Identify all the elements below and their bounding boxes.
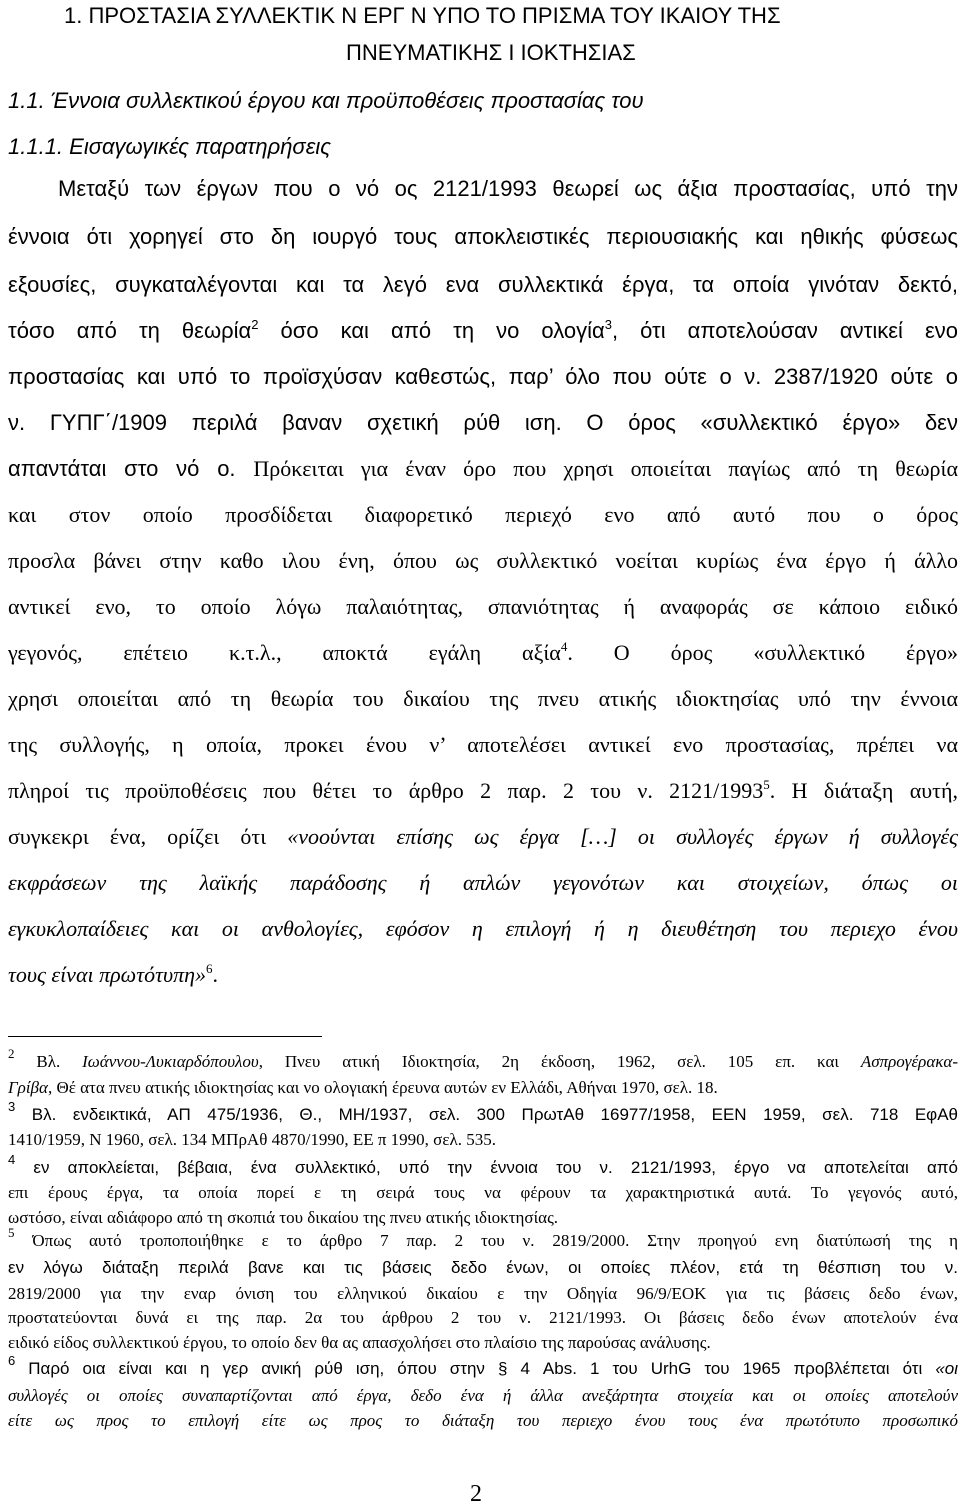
footnote-line: 1410/1959, Ν 1960, σελ. 134 ΜΠρΑθ 4870/1990, ΕΕ π 1990, σελ. 535. (8, 1130, 496, 1149)
body-line: Μεταξύ των έργων που ο νό ος 2121/1993 θεωρεί ως άξια προστασίας, υπό την (58, 176, 958, 201)
footnote-line: $^3$ Βλ. ενδεικτικά, ΑΠ 475/1936, Θ., ΜΗ/1937, σελ. 300 ΠρωτΑθ 16977/1958, ΕΕΝ 1959, σελ. 718 ΕφΑθ (8, 1099, 958, 1124)
chapter-heading-line-1: 1. ΠΡΟΣΤΑΣΙΑ ΣΥΛΛΕΚΤΙΚ Ν ΕΡΓ Ν ΥΠΟ ΤΟ ΠΡΙΣΜΑ ΤΟΥ ΙΚΑΙΟΥ ΤΗΣ (64, 3, 781, 28)
footnote-line: επι έρους έργα, τα οποία πορεί ε τη σειρά τους να φέρουν τα χαρακτηριστικά αυτά. Το γεγονός αυτό, (8, 1183, 958, 1202)
footnote-line: $^2$ Βλ. Ιωάννου-Λυκιαρδόπουλου, Πνευ ατική Ιδιοκτησία, 2η έκδοση, 1962, σελ. 105 επ. και Ασπρογέρακα- (8, 1046, 958, 1071)
footnote-line: $^5$ Όπως αυτό τροποποιήθηκε ε το άρθρο 7 παρ. 2 του ν. 2819/2000. Στην προηγού ενη διατύπωσή της η (8, 1225, 958, 1250)
footnote-number: 6 (8, 1353, 16, 1368)
footnote-line: προστατεύονται δυνά ει της παρ. 2α του άρθρου 2 του ν. 2121/1993. Οι βάσεις δεδο ένων αποτελούν ένα (8, 1308, 958, 1327)
footnote-line: ειδικό είδος συλλεκτικού έργου, το οποίο δεν θα ας απασχολήσει στο πλαίσιο της παρούσας ανάλυσης. (8, 1333, 711, 1352)
footnote-line: $^4$ εν αποκλείεται, βέβαια, ένα συλλεκτικό, υπό την έννοια του ν. 2121/1993, έργο να αποτελείται από (8, 1152, 958, 1177)
footnote-line: 2819/2000 για την εναρ όνιση του ελληνικού δικαίου ε την Οδηγία 96/9/ΕΟΚ για τις βάσεις δεδο ένων, (8, 1284, 958, 1303)
body-line: χρησι οποιείται από τη θεωρία του δικαίου της πνευ ατικής ιδιοκτησίας υπό την έννοια (8, 686, 958, 711)
body-line (8, 868, 958, 898)
body-line: συγκεκρι ένα, ορίζει ότι «νοούνται επίσης ως έργα […] οι συλλογές έργων ή συλλογές (8, 824, 958, 849)
footnote-ref[interactable]: 2 (251, 317, 259, 332)
quoted-text: εκφράσεων της λαϊκής παράδοσης ή απλών γεγονότων και στοιχείων, όπως οι (8, 870, 958, 895)
footnote-line: ωστόσο, είναι αδιάφορο από τη σκοπιά του δικαίου της πνευ ατικής ιδιοκτησίας. (8, 1208, 559, 1227)
footnote-ref[interactable]: 5 (763, 777, 770, 792)
footnote-line: είτε ως προς το επιλογή είτε ως προς το διάταξη του περιεχο ένου τους ένα πρωτότυπο προσωπικό (8, 1411, 958, 1430)
body-line: τόσο από τη θεωρία$^2$ όσο και από τη νο ολογία$^3$, ότι αποτελούσαν αντικεί ενο (8, 317, 958, 343)
body-line: ν. ΓΥΠΓ΄/1909 περιλά βαναν σχετική ρύθ ιση. Ο όρος «συλλεκτικό έργο» δεν (8, 410, 958, 435)
chapter-heading-line-2: ΠΝΕΥΜΑΤΙΚΗΣ Ι ΙΟΚΤΗΣΙΑΣ (346, 40, 636, 65)
footnote-line: εν λόγω διάταξη περιλά βανε και τις βάσεις δεδο ένων, οι οποίες πλέον, ετά τη θέσπιση του ν. (8, 1258, 958, 1277)
page-number: 2 (470, 1481, 482, 1507)
body-line (8, 914, 958, 944)
section-heading: 1.1. Έννοια συλλεκτικού έργου και προϋποθέσεις προστασίας του (8, 88, 644, 113)
footnote-number: 5 (8, 1225, 15, 1240)
quoted-text: «νοούνται επίσης ως έργα […] οι συλλογές έργων ή συλλογές (287, 824, 958, 849)
footnote-ref[interactable]: 3 (604, 317, 612, 332)
body-line: προσλα βάνει στην καθο ιλου ένη, όπου ως συλλεκτικό νοείται κυρίως ένα έργο ή άλλο (8, 548, 958, 573)
footnote-ref[interactable]: 6 (206, 961, 213, 976)
body-line: και στον οποίο προσδίδεται διαφορετικό περιεχό ενο από αυτό που ο όρος (8, 502, 958, 527)
footnote-ref[interactable]: 4 (560, 639, 568, 654)
body-line: τους είναι πρωτότυπη»$^6$. (8, 961, 218, 987)
body-line: προστασίας και υπό το προϊσχύσαν καθεστώς, παρ’ όλο που ούτε ο ν. 2387/1920 ούτε ο (8, 364, 958, 389)
quoted-text: εγκυκλοπαίδειες και οι ανθολογίες, εφόσον η επιλογή ή η διευθέτηση του περιεχο ένου (8, 916, 958, 941)
footnote-separator (8, 1036, 322, 1037)
footnote-line: Γρίβα, Θέ ατα πνευ ατικής ιδιοκτησίας και νο ολογιακή έρευνα αυτών εν Ελλάδι, Αθήναι 1970, σελ. 18. (8, 1078, 718, 1097)
body-line: απαντάται στο νό ο. Πρόκειται για έναν όρο που χρησι οποιείται παγίως από τη θεωρία (8, 456, 958, 481)
body-line: γεγονός, επέτειο κ.τ.λ., αποκτά εγάλη αξία$^4$. Ο όρος «συλλεκτικό έργο» (8, 639, 958, 665)
footnote-line: συλλογές οι οποίες συναπαρτίζονται από έργα, δεδο ένα ή άλλα ανεξάρτητα στοιχεία και οι οποίες αποτελούν (8, 1386, 958, 1405)
quoted-text: τους είναι πρωτότυπη» (8, 962, 206, 987)
body-line: εξουσίες, συγκαταλέγονται και τα λεγό ενα συλλεκτικά έργα, τα οποία γινόταν δεκτό, (8, 272, 958, 297)
footnote-number: 4 (8, 1152, 16, 1167)
footnote-number: 3 (8, 1099, 16, 1114)
subsection-heading: 1.1.1. Εισαγωγικές παρατηρήσεις (8, 134, 331, 159)
footnote-number: 2 (8, 1046, 15, 1061)
body-line: αντικεί ενο, το οποίο λόγω παλαιότητας, σπανιότητας ή αναφοράς σε κάποιο ειδικό (8, 594, 958, 619)
body-line: έννοια ότι χορηγεί στο δη ιουργό τους αποκλειστικές περιουσιακής και ηθικής φύσεως (8, 224, 958, 249)
body-line: πληροί τις προϋποθέσεις που θέτει το άρθρο 2 παρ. 2 του ν. 2121/1993$^5$. Η διάταξη αυτή, (8, 777, 958, 803)
footnote-line: $^6$ Παρό οια είναι και η γερ ανική ρύθ ιση, όπου στην § 4 Abs. 1 του UrhG του 1965 προβλέπεται ότι «οι (8, 1353, 958, 1378)
body-line: της συλλογής, η οποία, προκει ένου ν’ αποτελέσει αντικεί ενο προστασίας, πρέπει να (8, 732, 958, 757)
